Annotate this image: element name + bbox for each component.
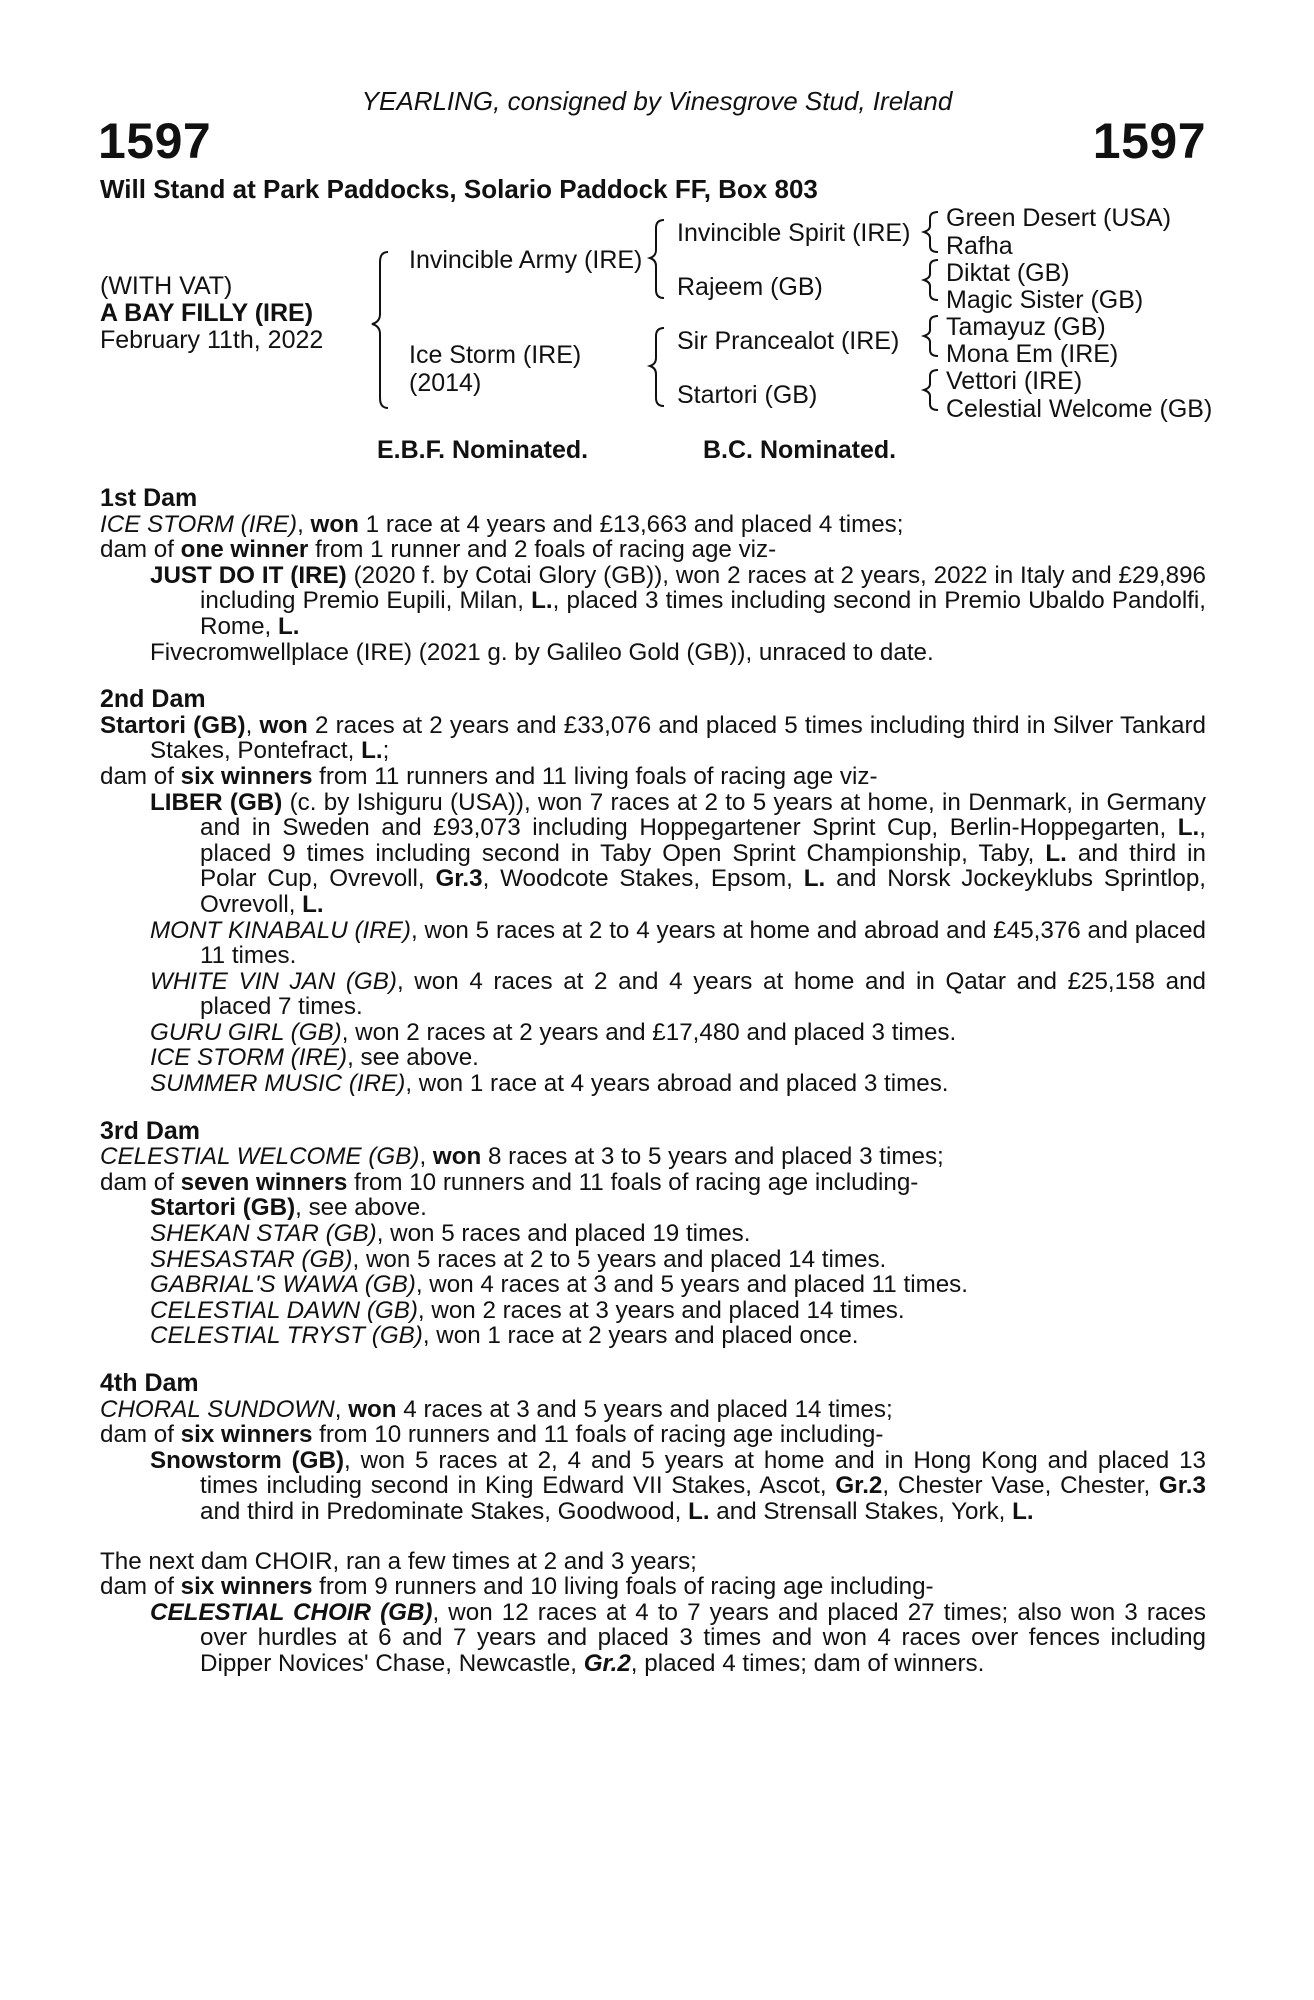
dam2-p2-rest: , won 5 races at 2 to 4 years at home and abroad and £45,376 and placed 11 times.	[200, 916, 1207, 970]
dam2-produce-2	[100, 918, 1206, 969]
lot-number-right: 1597	[1092, 113, 1206, 169]
consignment-line: YEARLING, consigned by Vinesgrove Stud, Ireland	[361, 86, 953, 116]
group2-mark: Gr.2	[583, 1649, 631, 1677]
dam4-record: CHORAL SUNDOWN, won 4 races at 3 and 5 years and placed 14 times;	[100, 1395, 893, 1423]
dam2-p5-name: ICE STORM (IRE)	[150, 1044, 348, 1072]
listed-mark: L.	[277, 612, 300, 640]
dam2-p1-name: LIBER (GB)	[150, 788, 283, 816]
dam2-produce-3	[100, 969, 1206, 1020]
pedigree-sire: Invincible Army (IRE)	[409, 246, 643, 274]
dam3-p1-rest: , see above.	[295, 1194, 427, 1222]
pedigree-g5: Tamayuz (GB)	[946, 313, 1106, 341]
dam1-from: from 1 runner and 2 foals of racing age viz-	[308, 536, 777, 564]
vat-label: (WITH VAT)	[100, 272, 233, 300]
horse-name: A BAY FILLY (IRE)	[100, 299, 314, 327]
dam3-winners: seven winners	[180, 1168, 348, 1196]
dam2-produce-1	[100, 790, 1206, 918]
bc-nomination: B.C. Nominated.	[703, 436, 897, 464]
dam2-p1-d: , Woodcote Stakes, Epsom,	[482, 865, 804, 893]
dam4-p1-d: and Strensall Stakes, York,	[709, 1497, 1013, 1525]
dam4-won: won	[348, 1395, 397, 1423]
pedigree-dam-sire: Sir Prancealot (IRE)	[677, 327, 900, 355]
dam3-won: won	[432, 1143, 482, 1171]
dam3-p4-name: GABRIAL'S WAWA (GB)	[150, 1271, 416, 1299]
dam4-damof: dam of	[100, 1421, 181, 1449]
listed-mark: L.	[1045, 839, 1067, 867]
dam2-p2-name: MONT KINABALU (IRE)	[150, 916, 411, 944]
dam3-p1-name: Startori (GB)	[150, 1194, 296, 1222]
pedigree-g2: Rafha	[946, 232, 1013, 260]
listed-mark: L.	[803, 865, 826, 893]
dam3-produce-line	[100, 1170, 1206, 1196]
dam3-p6-rest: , won 1 race at 2 years and placed once.	[422, 1322, 859, 1350]
pedigree-dam: Ice Storm (IRE)	[409, 341, 582, 369]
nextdam-produce-line	[100, 1574, 1206, 1600]
dam3-heading: 3rd Dam	[100, 1116, 201, 1145]
pedigree-g7: Vettori (IRE)	[946, 367, 1083, 395]
dam2-record: Startori (GB), won 2 races at 2 years and £33,076 and placed 5 times including third in Silver Tankard Stakes, Pontefract, L.;	[100, 711, 1206, 765]
dam3-p3-rest: , won 5 races at 2 to 5 years and placed 14 times.	[352, 1245, 887, 1273]
dam2-p1-b: , placed 9 times including second in Taby Open Sprint Championship, Taby,	[200, 814, 1206, 867]
dam1-produce-line	[100, 537, 1206, 563]
dam3-p5-name: CELESTIAL DAWN (GB)	[150, 1296, 418, 1324]
catalogue-body	[100, 486, 1206, 1677]
group3-mark: Gr.3	[1158, 1472, 1206, 1500]
dam2-won: won	[259, 711, 308, 739]
dam2-p1-e: and Norsk Jockeyklubs Sprintlop, Ovrevoll,	[200, 865, 1206, 918]
dam1-record: ICE STORM (IRE), won 1 race at 4 years and £13,663 and placed 4 times;	[100, 510, 904, 538]
dam4-from: from 10 runners and 11 foals of racing age including-	[312, 1421, 884, 1449]
listed-mark: L.	[531, 587, 553, 615]
ebf-nomination: E.B.F. Nominated.	[377, 436, 589, 464]
dam3-p2-rest: , won 5 races and placed 19 times.	[376, 1220, 751, 1248]
dam2-p5-rest: , see above.	[347, 1044, 479, 1072]
dam4-winners: six winners	[180, 1421, 313, 1449]
dam3-p2-name: SHEKAN STAR (GB)	[150, 1220, 377, 1248]
nextdam-from: from 9 runners and 10 living foals of racing age including-	[312, 1573, 934, 1601]
nextdam-damof: dam of	[100, 1573, 181, 1601]
stand-location: Will Stand at Park Paddocks, Solario Paddock FF, Box 803	[100, 174, 818, 204]
dam4-p1-name: Snowstorm (GB)	[150, 1446, 345, 1474]
dam2-produce-5	[100, 1045, 1206, 1071]
group3-mark: Gr.3	[435, 865, 483, 893]
pedigree-g8: Celestial Welcome (GB)	[946, 395, 1213, 423]
dam1-p1-b: , placed 3 times including second in Premio Ubaldo Pandolfi, Rome,	[200, 587, 1207, 640]
dam2-heading: 2nd Dam	[100, 685, 206, 714]
nextdam-line: The next dam CHOIR, ran a few times at 2 and 3 years;	[100, 1547, 697, 1575]
dam3-produce-4	[100, 1272, 1206, 1298]
dam3-produce-2	[100, 1221, 1206, 1247]
listed-mark: L.	[361, 737, 383, 765]
pedigree-g3: Diktat (GB)	[946, 259, 1070, 287]
pedigree-g6: Mona Em (IRE)	[946, 340, 1119, 368]
dam4-heading: 4th Dam	[100, 1369, 199, 1397]
dam3-from: from 10 runners and 11 foals of racing age including-	[347, 1168, 919, 1196]
dam4-p1-b: , Chester Vase, Chester,	[882, 1472, 1159, 1500]
dam3-produce-5	[100, 1298, 1206, 1324]
dam3-produce-6	[100, 1323, 1206, 1349]
dam2-p1-a: (c. by Ishiguru (USA)), won 7 races at 2 to 5 years at home, in Denmark, in Germany and in Sweden and £93,073 including Hoppegartener Sprint Cup, Berlin-Hoppegarten,	[200, 788, 1206, 842]
dam1-record-text: 1 race at 4 years and £13,663 and placed 4 times;	[358, 510, 904, 538]
dam2-p3-rest: , won 4 races at 2 and 4 years at home and in Qatar and £25,158 and placed 7 times.	[200, 967, 1207, 1021]
dam2-p6-name: SUMMER MUSIC (IRE)	[150, 1070, 406, 1098]
dam2-rec-a: 2 races at 2 years and £33,076 and placed 5 times including third in Silver Tankard Stakes, Pontefract,	[150, 711, 1206, 765]
nextdam-produce-1	[100, 1600, 1206, 1677]
dam2-produce-4	[100, 1020, 1206, 1046]
dam1-won: won	[310, 510, 359, 538]
dam1-p1-name: JUST DO IT (IRE)	[150, 561, 347, 589]
dam1-heading: 1st Dam	[100, 484, 198, 512]
listed-mark: L.	[1012, 1497, 1034, 1525]
dam2-p4-name: GURU GIRL (GB)	[150, 1018, 342, 1046]
dam2-from: from 11 runners and 11 living foals of racing age viz-	[312, 762, 878, 790]
pedigree-g4: Magic Sister (GB)	[946, 286, 1144, 314]
dam1-winners: one winner	[180, 536, 309, 564]
dam4-name: CHORAL SUNDOWN	[100, 1395, 335, 1423]
dam2-rec-b: ;	[382, 737, 390, 765]
pedigree-sire-sire: Invincible Spirit (IRE)	[677, 219, 911, 247]
dam2-p1-c: and third in Polar Cup, Ovrevoll,	[200, 839, 1206, 893]
nextdam-winners: six winners	[180, 1573, 313, 1601]
dam4-produce-line	[100, 1422, 1206, 1448]
lot-number-left: 1597	[98, 113, 212, 169]
dam1-p1-a: (2020 f. by Cotai Glory (GB)), won 2 races at 2 years, 2022 in Italy and £29,896 including Premio Eupili, Milan,	[200, 561, 1206, 615]
pedigree-dam-year: (2014)	[409, 369, 482, 397]
pedigree-dam-dam: Startori (GB)	[677, 381, 818, 409]
dam3-produce-1	[100, 1195, 1206, 1221]
dam2-damof: dam of	[100, 762, 181, 790]
group2-mark: Gr.2	[835, 1472, 883, 1500]
nextdam-p1-a: , won 12 races at 4 to 7 years and placed 27 times; also won 3 races over hurdles at 6 and 7 years and placed 3 times and won 4 races over fences including Dipper Novices' Chase, Newcastle,	[200, 1598, 1206, 1677]
dam3-p6-name: CELESTIAL TRYST (GB)	[150, 1322, 423, 1350]
dam3-name: CELESTIAL WELCOME (GB)	[100, 1143, 420, 1171]
dam4-produce-1	[100, 1448, 1206, 1525]
nextdam-p1-name: CELESTIAL CHOIR (GB)	[150, 1598, 433, 1626]
dam4-p1-a: , won 5 races at 2, 4 and 5 years at home and in Hong Kong and placed 13 times including second in King Edward VII Stakes, Ascot,	[200, 1446, 1206, 1500]
nextdam-p1-b: , placed 4 times; dam of winners.	[630, 1649, 985, 1677]
foaling-date: February 11th, 2022	[100, 326, 324, 354]
dam3-p4-rest: , won 4 races at 3 and 5 years and placed 11 times.	[415, 1271, 968, 1299]
dam2-p4-rest: , won 2 races at 2 years and £17,480 and placed 3 times.	[341, 1018, 957, 1046]
dam2-name: Startori (GB)	[100, 711, 246, 739]
dam1-damof: dam of	[100, 536, 181, 564]
listed-mark: L.	[1177, 814, 1200, 842]
listed-mark: L.	[302, 890, 324, 918]
dam1-produce-2: Fivecromwellplace (IRE) (2021 g. by Galileo Gold (GB)), unraced to date.	[150, 638, 934, 666]
dam3-p5-rest: , won 2 races at 3 years and placed 14 times.	[417, 1296, 905, 1324]
dam2-produce-line	[100, 764, 1206, 790]
dam2-winners: six winners	[180, 762, 313, 790]
dam2-p3-name: WHITE VIN JAN (GB)	[150, 967, 397, 995]
dam3-produce-3	[100, 1247, 1206, 1273]
dam3-record: CELESTIAL WELCOME (GB), won 8 races at 3 to 5 years and placed 3 times;	[100, 1143, 944, 1171]
dam2-p6-rest: , won 1 race at 4 years abroad and placed 3 times.	[405, 1070, 949, 1098]
pedigree-sire-dam: Rajeem (GB)	[677, 273, 823, 301]
dam2-produce-6	[100, 1071, 1206, 1097]
dam3-p3-name: SHESASTAR (GB)	[150, 1245, 353, 1273]
pedigree-g1: Green Desert (USA)	[946, 204, 1172, 232]
dam3-damof: dam of	[100, 1168, 181, 1196]
dam1-name: ICE STORM (IRE)	[100, 510, 298, 538]
dam4-record-text: 4 races at 3 and 5 years and placed 14 times;	[396, 1395, 893, 1423]
dam3-record-text: 8 races at 3 to 5 years and placed 3 times;	[481, 1143, 944, 1171]
dam1-produce-1	[100, 563, 1206, 640]
listed-mark: L.	[688, 1497, 710, 1525]
dam4-p1-c: and third in Predominate Stakes, Goodwood,	[200, 1497, 689, 1525]
